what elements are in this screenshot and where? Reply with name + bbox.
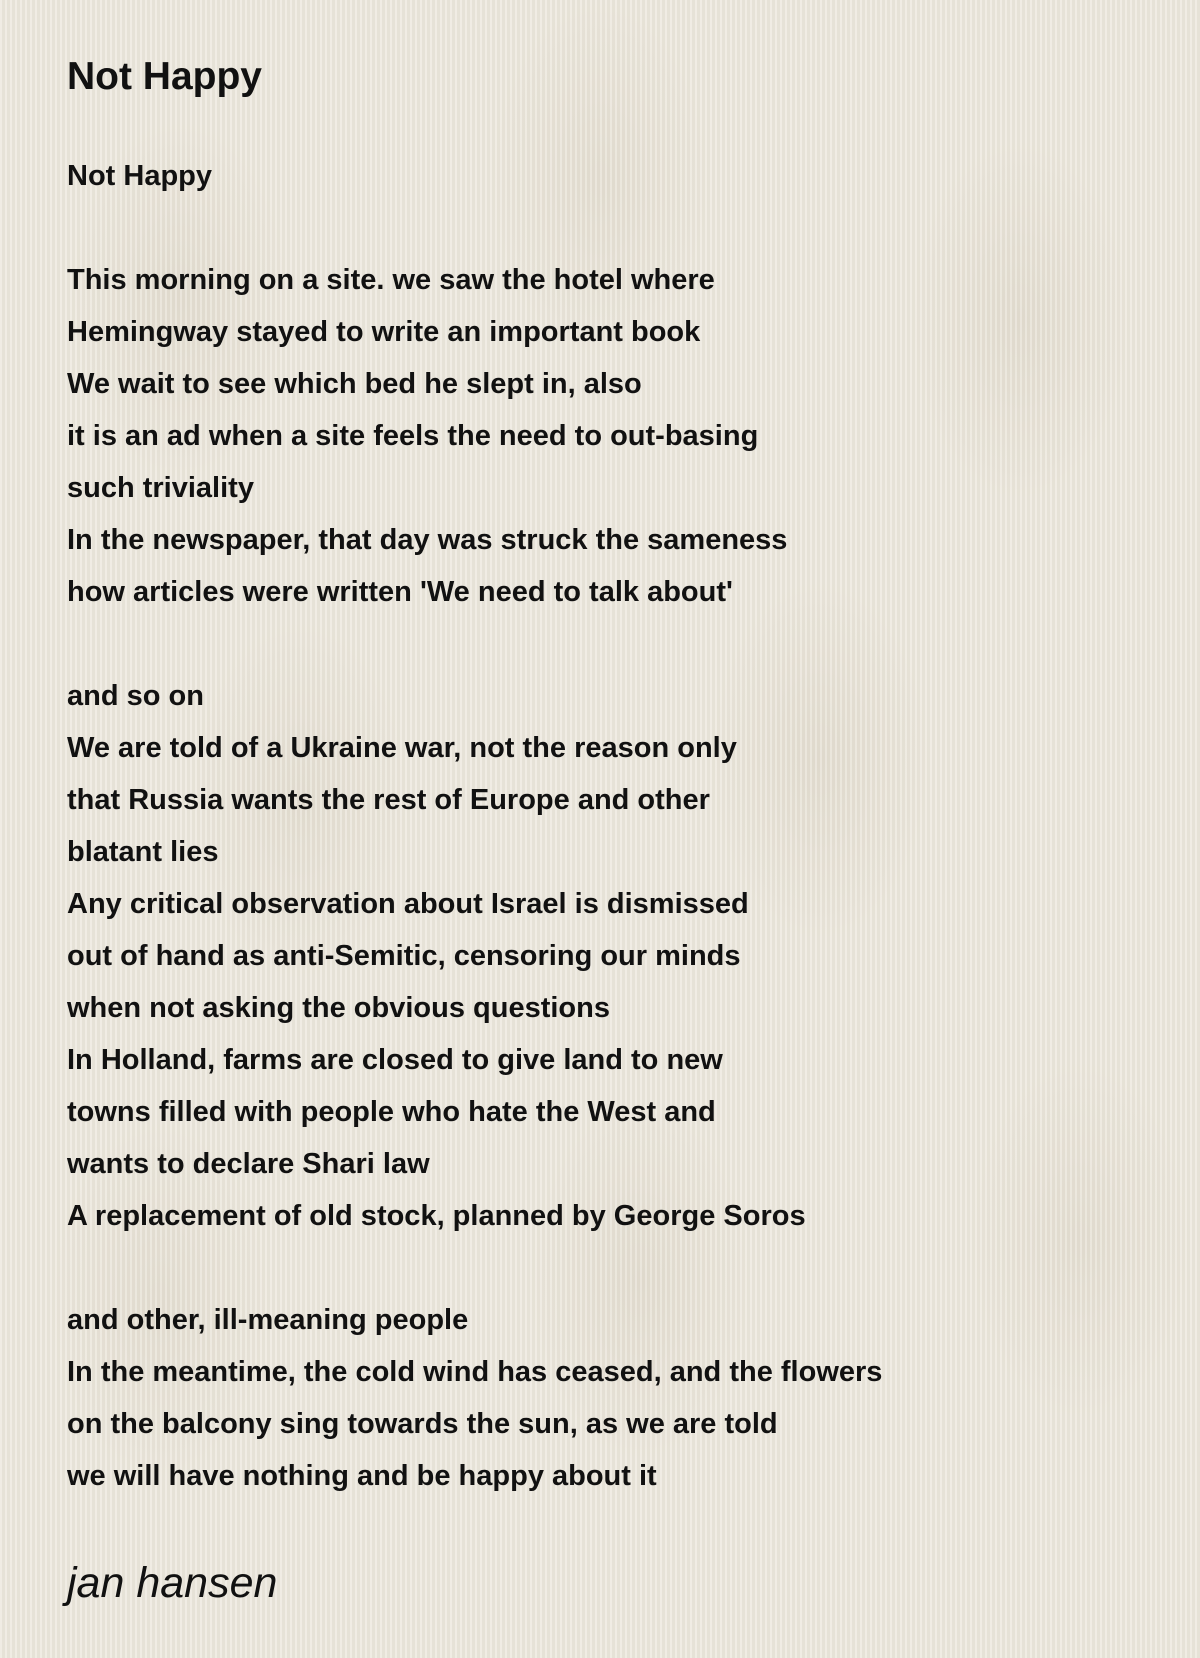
poem-line: Not Happy <box>67 160 212 192</box>
poem-line: Hemingway stayed to write an important book <box>67 316 701 348</box>
poem-line: how articles were written 'We need to talk about' <box>67 576 733 608</box>
poem-line: This morning on a site. we saw the hotel where <box>67 264 715 296</box>
poem-line: on the balcony sing towards the sun, as we are told <box>67 1408 778 1440</box>
poem-line <box>67 618 882 670</box>
poem-line: out of hand as anti-Semitic, censoring our minds <box>67 940 741 972</box>
poem-line: when not asking the obvious questions <box>67 992 610 1024</box>
poem-line: blatant lies <box>67 836 219 868</box>
poem-line <box>67 1242 882 1294</box>
poem-line: and other, ill-meaning people <box>67 1304 469 1336</box>
poem-line: Any critical observation about Israel is dismissed <box>67 888 749 920</box>
poem-line: it is an ad when a site feels the need to out-basing <box>67 420 759 452</box>
poem-line: we will have nothing and be happy about it <box>67 1460 657 1492</box>
author-name: jan hansen <box>67 1559 278 1607</box>
poem-line: We are told of a Ukraine war, not the reason only <box>67 732 737 764</box>
poem-body <box>67 150 882 1502</box>
poem-line: In Holland, farms are closed to give land to new <box>67 1044 723 1076</box>
poem-line: such triviality <box>67 472 254 504</box>
poem-line: wants to declare Shari law <box>67 1148 430 1180</box>
poem-line: that Russia wants the rest of Europe and other <box>67 784 710 816</box>
poem-line: In the newspaper, that day was struck the sameness <box>67 524 788 556</box>
poem-line <box>67 202 882 254</box>
page-title: Not Happy <box>67 55 262 98</box>
poem-line: We wait to see which bed he slept in, also <box>67 368 642 400</box>
poem-line: and so on <box>67 680 204 712</box>
poem-line: In the meantime, the cold wind has ceased, and the flowers <box>67 1356 883 1388</box>
poem-line: towns filled with people who hate the West and <box>67 1096 716 1128</box>
poem-line: A replacement of old stock, planned by George Soros <box>67 1200 806 1232</box>
